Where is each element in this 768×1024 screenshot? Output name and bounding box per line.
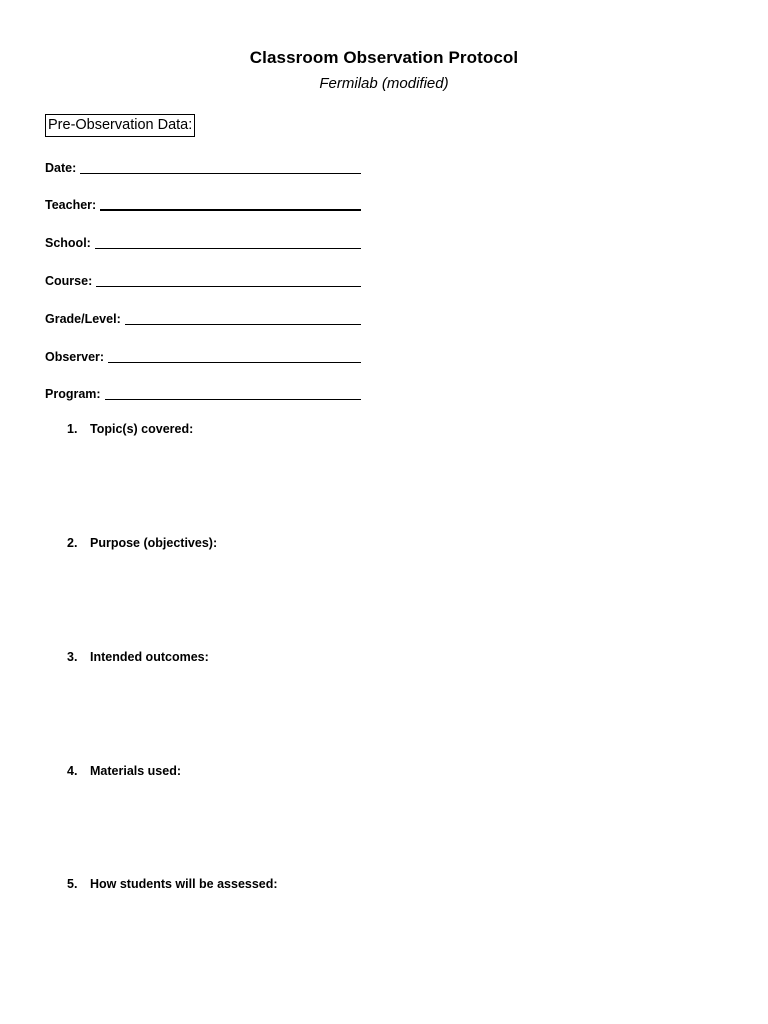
field-grade-level	[45, 306, 361, 326]
question-number: 1.	[67, 422, 78, 436]
question-text: How students will be assessed:	[90, 877, 278, 891]
question-number: 5.	[67, 877, 78, 891]
field-observer	[45, 344, 361, 364]
field-course-line[interactable]	[96, 285, 361, 287]
question-number: 3.	[67, 650, 78, 664]
field-grade-level-line[interactable]	[125, 323, 361, 325]
field-label: Program:	[45, 387, 101, 401]
field-teacher	[45, 192, 361, 212]
field-label: Course:	[45, 274, 93, 288]
question-item	[67, 764, 181, 778]
field-school-line[interactable]	[95, 247, 361, 249]
question-text: Purpose (objectives):	[90, 536, 218, 550]
question-item	[67, 422, 193, 436]
field-label: Teacher:	[45, 198, 97, 212]
question-number: 2.	[67, 536, 78, 550]
question-item	[67, 877, 278, 891]
field-label: School:	[45, 236, 91, 250]
field-date	[45, 155, 361, 175]
field-teacher-line[interactable]	[100, 208, 361, 211]
field-program	[45, 381, 361, 401]
question-item	[67, 650, 209, 664]
field-school	[45, 230, 361, 250]
field-label: Date:	[45, 161, 77, 175]
field-label: Grade/Level:	[45, 312, 121, 326]
document-subtitle: Fermilab (modified)	[319, 75, 449, 92]
field-label: Observer:	[45, 350, 105, 364]
question-text: Topic(s) covered:	[90, 422, 194, 436]
document-title: Classroom Observation Protocol	[249, 48, 519, 67]
question-number: 4.	[67, 764, 78, 778]
field-observer-line[interactable]	[108, 361, 361, 363]
field-course	[45, 268, 361, 288]
question-text: Materials used:	[90, 764, 182, 778]
question-item	[67, 536, 217, 550]
section-heading-pre-observation: Pre-Observation Data:	[45, 114, 195, 137]
field-date-line[interactable]	[80, 172, 361, 174]
question-text: Intended outcomes:	[90, 650, 209, 664]
field-program-line[interactable]	[105, 398, 361, 400]
